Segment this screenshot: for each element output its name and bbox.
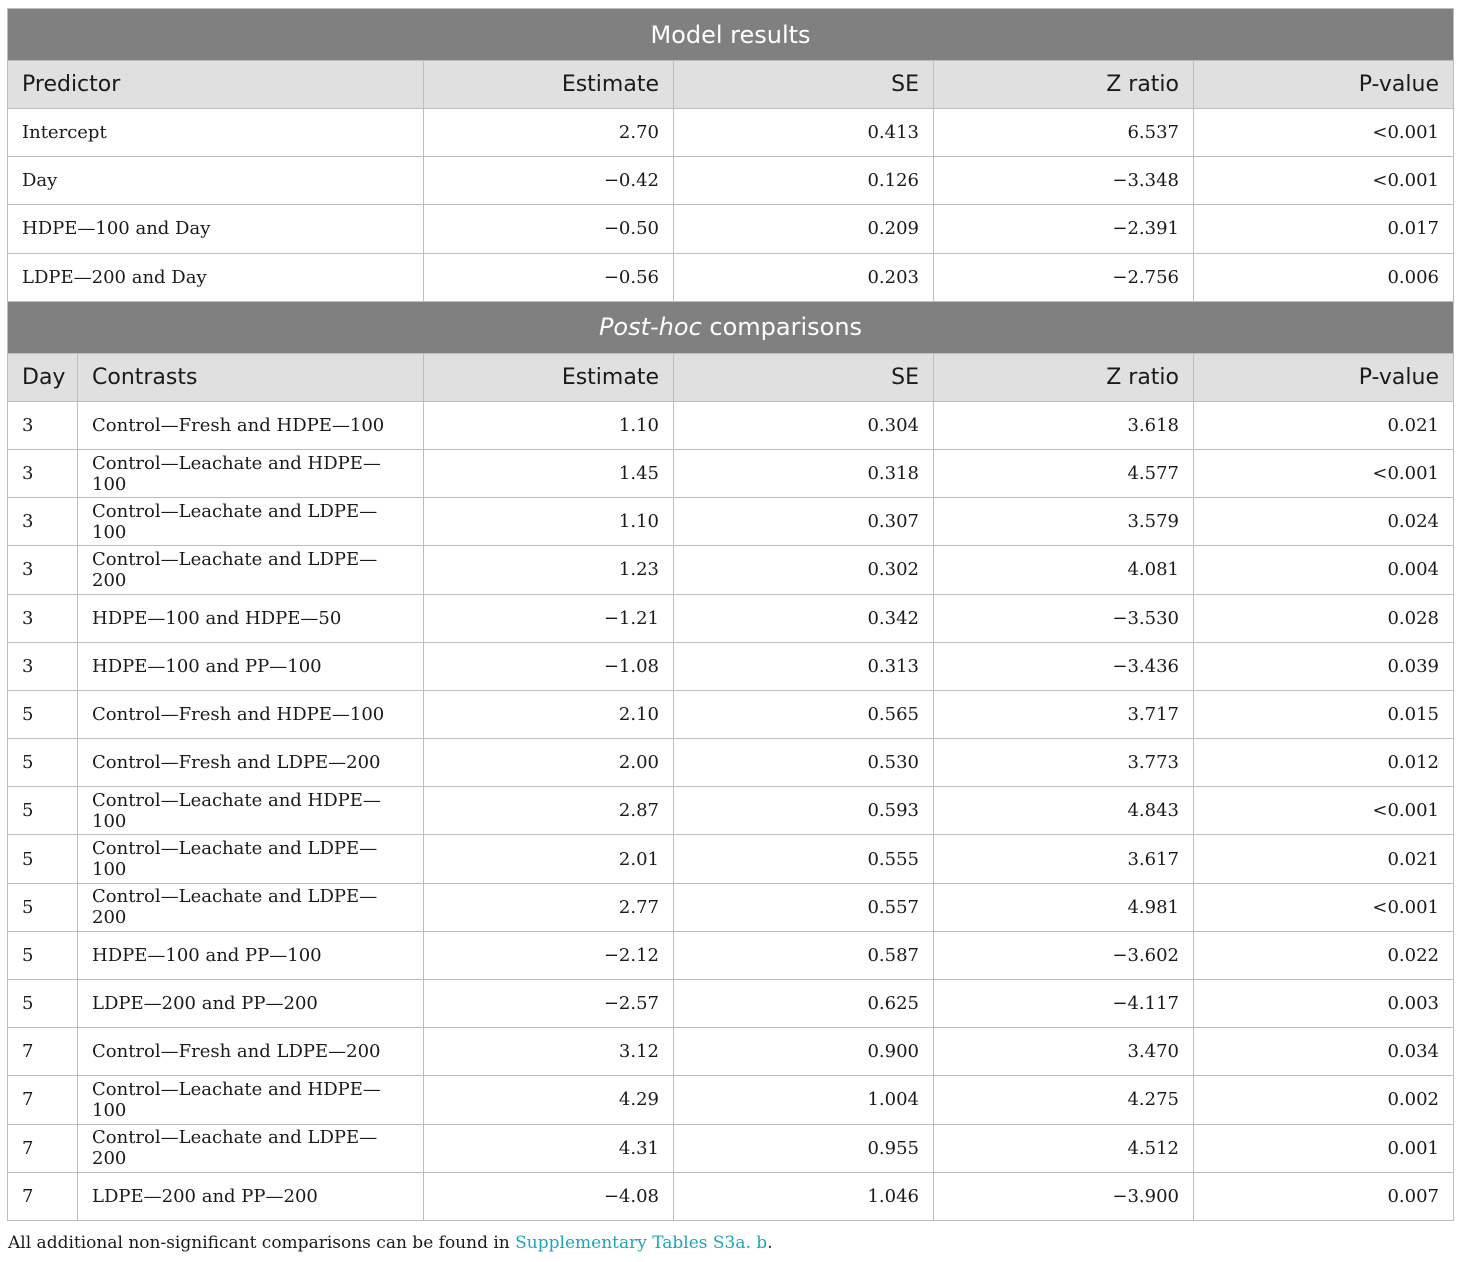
- table-row: [8, 546, 1454, 594]
- estimate-cell: 1.10: [424, 401, 674, 449]
- day-cell: 5: [8, 931, 78, 979]
- posthoc-title-rest: comparisons: [701, 313, 863, 342]
- table-row: [8, 835, 1454, 883]
- table-row: [8, 205, 1454, 253]
- z-ratio-cell: −2.756: [934, 253, 1194, 301]
- contrast-cell: Control—Leachate and HDPE—100: [78, 787, 424, 835]
- p-value-cell: 0.039: [1194, 642, 1454, 690]
- p-value-cell: 0.015: [1194, 690, 1454, 738]
- z-ratio-cell: 4.843: [934, 787, 1194, 835]
- contrast-cell: HDPE—100 and HDPE—50: [78, 594, 424, 642]
- p-value-cell: 0.004: [1194, 546, 1454, 594]
- se-cell: 0.413: [674, 109, 934, 157]
- results-table: [7, 8, 1454, 1221]
- col-header-estimate: Estimate: [424, 61, 674, 109]
- predictor-cell: HDPE—100 and Day: [8, 205, 424, 253]
- contrast-cell: LDPE—200 and PP—200: [78, 980, 424, 1028]
- table-row: [8, 787, 1454, 835]
- z-ratio-cell: 3.717: [934, 690, 1194, 738]
- day-cell: 5: [8, 787, 78, 835]
- se-cell: 0.593: [674, 787, 934, 835]
- table-row: [8, 642, 1454, 690]
- se-cell: 0.307: [674, 498, 934, 546]
- table-row: [8, 980, 1454, 1028]
- table-row: [8, 690, 1454, 738]
- z-ratio-cell: 3.579: [934, 498, 1194, 546]
- p-value-cell: 0.001: [1194, 1124, 1454, 1172]
- table-row: [8, 594, 1454, 642]
- day-cell: 5: [8, 835, 78, 883]
- p-value-cell: 0.003: [1194, 980, 1454, 1028]
- predictor-cell: Day: [8, 157, 424, 205]
- z-ratio-cell: 4.512: [934, 1124, 1194, 1172]
- estimate-cell: −1.08: [424, 642, 674, 690]
- estimate-cell: 2.77: [424, 883, 674, 931]
- se-cell: 0.302: [674, 546, 934, 594]
- contrast-cell: Control—Leachate and LDPE—200: [78, 883, 424, 931]
- day-cell: 5: [8, 980, 78, 1028]
- table-row: [8, 1124, 1454, 1172]
- estimate-cell: 4.29: [424, 1076, 674, 1124]
- z-ratio-cell: 4.981: [934, 883, 1194, 931]
- day-cell: 3: [8, 498, 78, 546]
- contrast-cell: Control—Leachate and LDPE—200: [78, 1124, 424, 1172]
- day-cell: 3: [8, 594, 78, 642]
- estimate-cell: 4.31: [424, 1124, 674, 1172]
- se-cell: 0.587: [674, 931, 934, 979]
- se-cell: 0.342: [674, 594, 934, 642]
- se-cell: 0.557: [674, 883, 934, 931]
- day-cell: 3: [8, 449, 78, 497]
- contrast-cell: Control—Leachate and LDPE—200: [78, 546, 424, 594]
- contrast-cell: Control—Fresh and HDPE—100: [78, 401, 424, 449]
- z-ratio-cell: −3.348: [934, 157, 1194, 205]
- se-cell: 0.530: [674, 739, 934, 787]
- z-ratio-cell: 3.470: [934, 1028, 1194, 1076]
- results-table-container: [7, 8, 1453, 1221]
- estimate-cell: 2.70: [424, 109, 674, 157]
- footnote-text: All additional non-significant comparisons can be found in: [8, 1233, 516, 1253]
- contrast-cell: HDPE—100 and PP—100: [78, 931, 424, 979]
- p-value-cell: <0.001: [1194, 787, 1454, 835]
- day-cell: 3: [8, 642, 78, 690]
- col-header-predictor: Predictor: [8, 61, 424, 109]
- se-cell: 0.304: [674, 401, 934, 449]
- z-ratio-cell: −2.391: [934, 205, 1194, 253]
- z-ratio-cell: −3.530: [934, 594, 1194, 642]
- p-value-cell: 0.006: [1194, 253, 1454, 301]
- se-cell: 0.555: [674, 835, 934, 883]
- z-ratio-cell: 4.081: [934, 546, 1194, 594]
- se-cell: 0.318: [674, 449, 934, 497]
- table-footnote: [8, 1233, 773, 1253]
- estimate-cell: 1.10: [424, 498, 674, 546]
- contrast-cell: Control—Fresh and LDPE—200: [78, 739, 424, 787]
- estimate-cell: −4.08: [424, 1172, 674, 1220]
- z-ratio-cell: −3.436: [934, 642, 1194, 690]
- contrast-cell: HDPE—100 and PP—100: [78, 642, 424, 690]
- table-row: [8, 449, 1454, 497]
- z-ratio-cell: −4.117: [934, 980, 1194, 1028]
- p-value-cell: 0.024: [1194, 498, 1454, 546]
- p-value-cell: 0.028: [1194, 594, 1454, 642]
- table-row: [8, 498, 1454, 546]
- posthoc-section-header: [8, 301, 1454, 353]
- table-row: [8, 1172, 1454, 1220]
- col-header-z-ratio: Z ratio: [934, 353, 1194, 401]
- table-row: [8, 401, 1454, 449]
- table-row: [8, 1028, 1454, 1076]
- col-header-contrasts: Contrasts: [78, 353, 424, 401]
- estimate-cell: −2.12: [424, 931, 674, 979]
- posthoc-column-headers: [8, 353, 1454, 401]
- z-ratio-cell: 3.618: [934, 401, 1194, 449]
- table-row: [8, 1076, 1454, 1124]
- col-header-estimate: Estimate: [424, 353, 674, 401]
- z-ratio-cell: −3.900: [934, 1172, 1194, 1220]
- se-cell: 0.209: [674, 205, 934, 253]
- predictor-cell: Intercept: [8, 109, 424, 157]
- z-ratio-cell: 4.577: [934, 449, 1194, 497]
- p-value-cell: <0.001: [1194, 157, 1454, 205]
- contrast-cell: Control—Leachate and HDPE—100: [78, 1076, 424, 1124]
- z-ratio-cell: −3.602: [934, 931, 1194, 979]
- z-ratio-cell: 3.773: [934, 739, 1194, 787]
- model-column-headers: [8, 61, 1454, 109]
- estimate-cell: −0.56: [424, 253, 674, 301]
- se-cell: 0.565: [674, 690, 934, 738]
- contrast-cell: LDPE—200 and PP—200: [78, 1172, 424, 1220]
- day-cell: 7: [8, 1028, 78, 1076]
- p-value-cell: 0.021: [1194, 401, 1454, 449]
- estimate-cell: 2.01: [424, 835, 674, 883]
- p-value-cell: <0.001: [1194, 109, 1454, 157]
- contrast-cell: Control—Fresh and HDPE—100: [78, 690, 424, 738]
- z-ratio-cell: 3.617: [934, 835, 1194, 883]
- col-header-p-value: P-value: [1194, 353, 1454, 401]
- p-value-cell: 0.002: [1194, 1076, 1454, 1124]
- estimate-cell: 2.87: [424, 787, 674, 835]
- col-header-se: SE: [674, 61, 934, 109]
- col-header-se: SE: [674, 353, 934, 401]
- col-header-p-value: P-value: [1194, 61, 1454, 109]
- estimate-cell: 1.45: [424, 449, 674, 497]
- table-row: [8, 931, 1454, 979]
- estimate-cell: 3.12: [424, 1028, 674, 1076]
- day-cell: 5: [8, 739, 78, 787]
- estimate-cell: −2.57: [424, 980, 674, 1028]
- posthoc-section-title: [8, 301, 1454, 353]
- model-section-header: [8, 9, 1454, 61]
- contrast-cell: Control—Leachate and LDPE—100: [78, 835, 424, 883]
- p-value-cell: 0.017: [1194, 205, 1454, 253]
- p-value-cell: 0.012: [1194, 739, 1454, 787]
- p-value-cell: 0.034: [1194, 1028, 1454, 1076]
- estimate-cell: −0.50: [424, 205, 674, 253]
- table-row: [8, 109, 1454, 157]
- se-cell: 0.625: [674, 980, 934, 1028]
- p-value-cell: 0.007: [1194, 1172, 1454, 1220]
- se-cell: 0.203: [674, 253, 934, 301]
- col-header-day: Day: [8, 353, 78, 401]
- day-cell: 7: [8, 1172, 78, 1220]
- day-cell: 5: [8, 690, 78, 738]
- estimate-cell: 1.23: [424, 546, 674, 594]
- se-cell: 0.955: [674, 1124, 934, 1172]
- footnote-end: .: [767, 1233, 773, 1253]
- estimate-cell: −0.42: [424, 157, 674, 205]
- estimate-cell: 2.00: [424, 739, 674, 787]
- table-row: [8, 253, 1454, 301]
- model-section-title: Model results: [8, 9, 1454, 61]
- table-row: [8, 157, 1454, 205]
- se-cell: 0.313: [674, 642, 934, 690]
- se-cell: 1.004: [674, 1076, 934, 1124]
- z-ratio-cell: 4.275: [934, 1076, 1194, 1124]
- supplementary-tables-link[interactable]: Supplementary Tables S3a. b: [515, 1233, 768, 1253]
- posthoc-title-italic: Post-hoc: [598, 313, 702, 342]
- predictor-cell: LDPE—200 and Day: [8, 253, 424, 301]
- estimate-cell: 2.10: [424, 690, 674, 738]
- day-cell: 3: [8, 401, 78, 449]
- estimate-cell: −1.21: [424, 594, 674, 642]
- p-value-cell: <0.001: [1194, 883, 1454, 931]
- se-cell: 0.126: [674, 157, 934, 205]
- table-row: [8, 883, 1454, 931]
- col-header-z-ratio: Z ratio: [934, 61, 1194, 109]
- p-value-cell: 0.022: [1194, 931, 1454, 979]
- table-row: [8, 739, 1454, 787]
- se-cell: 0.900: [674, 1028, 934, 1076]
- day-cell: 7: [8, 1124, 78, 1172]
- contrast-cell: Control—Leachate and LDPE—100: [78, 498, 424, 546]
- day-cell: 7: [8, 1076, 78, 1124]
- p-value-cell: <0.001: [1194, 449, 1454, 497]
- contrast-cell: Control—Fresh and LDPE—200: [78, 1028, 424, 1076]
- contrast-cell: Control—Leachate and HDPE—100: [78, 449, 424, 497]
- day-cell: 5: [8, 883, 78, 931]
- z-ratio-cell: 6.537: [934, 109, 1194, 157]
- day-cell: 3: [8, 546, 78, 594]
- p-value-cell: 0.021: [1194, 835, 1454, 883]
- se-cell: 1.046: [674, 1172, 934, 1220]
